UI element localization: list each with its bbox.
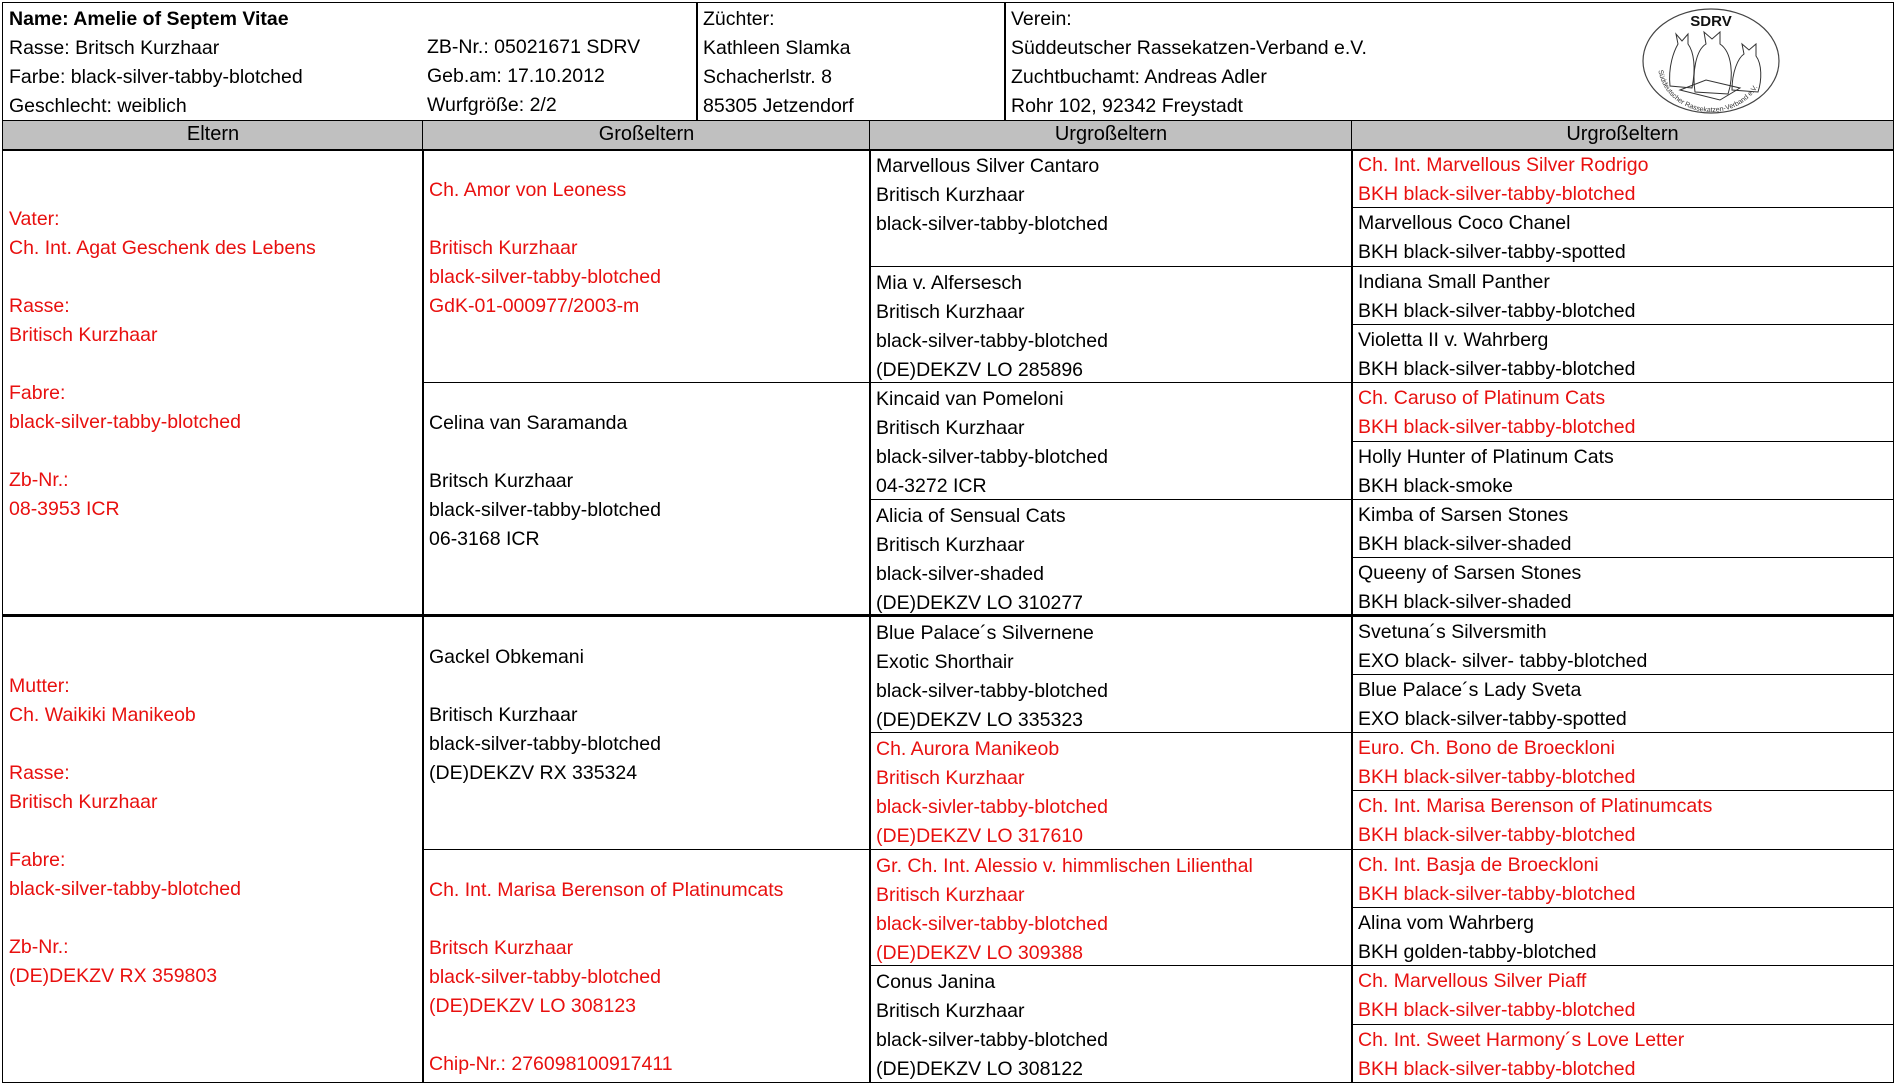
- parent-line: black-silver-tabby-blotched: [9, 878, 241, 900]
- parent-cell: [2, 149, 424, 617]
- spacer: [423, 438, 870, 467]
- great-grandparent-cell: [869, 965, 1353, 1083]
- great-grandparent-line: (DE)DEKZV LO 285896: [876, 359, 1084, 381]
- great-great-grandparent-line: BKH golden-tabby-blotched: [1358, 941, 1597, 963]
- great-grandparent-line: Britisch Kurzhaar: [876, 767, 1025, 789]
- great-great-grandparent-line: BKH black-silver-tabby-blotched: [1358, 824, 1636, 846]
- parent-line: 08-3953 ICR: [9, 498, 120, 520]
- great-great-grandparent-cell: [1351, 266, 1894, 325]
- grandparent-line: (DE)DEKZV LO 308123: [429, 995, 637, 1017]
- grandparent-line: Celina van Saramanda: [429, 412, 628, 434]
- great-grandparent-line: Britisch Kurzhaar: [876, 417, 1025, 439]
- cat-drawing-icon: [1670, 32, 1761, 100]
- parent-line: Britisch Kurzhaar: [9, 791, 158, 813]
- litter-size: Wurfgröße: 2/2: [427, 94, 557, 116]
- breeder-street: Schacherlstr. 8: [703, 66, 832, 88]
- great-grandparent-line: (DE)DEKZV LO 310277: [876, 592, 1084, 614]
- great-great-grandparent-line: EXO black-silver-tabby-spotted: [1358, 708, 1627, 730]
- great-grandparent-line: (DE)DEKZV LO 308122: [876, 1058, 1084, 1080]
- great-grandparent-line: Mia v. Alfersesch: [876, 272, 1022, 294]
- parent-line: Rasse:: [9, 295, 70, 317]
- spacer: [3, 350, 423, 379]
- grandparent-cell: [422, 849, 871, 1083]
- great-grandparent-line: black-silver-tabby-blotched: [876, 330, 1108, 352]
- great-great-grandparent-line: BKH black-silver-tabby-blotched: [1358, 300, 1636, 322]
- parent-line: Rasse:: [9, 762, 70, 784]
- cat-sex: Geschlecht: weiblich: [9, 95, 187, 117]
- spacer: [3, 904, 423, 933]
- grandparent-line: black-silver-tabby-blotched: [429, 966, 661, 988]
- great-grandparent-line: black-silver-shaded: [876, 563, 1044, 585]
- grandparent-line: Ch. Amor von Leoness: [429, 179, 627, 201]
- column-header-ururgrosseltern: Urgroßeltern: [1351, 120, 1894, 151]
- great-grandparent-line: black-silver-tabby-blotched: [876, 446, 1108, 468]
- great-great-grandparent-line: Queeny of Sarsen Stones: [1358, 562, 1582, 584]
- grandparent-cell: [422, 616, 871, 850]
- parent-line: Fabre:: [9, 382, 66, 404]
- great-great-grandparent-line: Ch. Int. Basja de Broeckloni: [1358, 854, 1599, 876]
- great-great-grandparent-line: Alina vom Wahrberg: [1358, 912, 1534, 934]
- grandparent-line: black-silver-tabby-blotched: [429, 266, 661, 288]
- spacer: [3, 730, 423, 759]
- great-great-grandparent-cell: [1351, 674, 1894, 733]
- great-great-grandparent-line: BKH black-silver-shaded: [1358, 533, 1572, 555]
- great-great-grandparent-line: BKH black-silver-tabby-blotched: [1358, 1058, 1636, 1080]
- great-grandparent-line: Britisch Kurzhaar: [876, 534, 1025, 556]
- great-grandparent-cell: [869, 616, 1353, 733]
- spacer: [423, 205, 870, 234]
- grandparent-line: Gackel Obkemani: [429, 646, 584, 668]
- great-grandparent-cell: [869, 732, 1353, 850]
- great-great-grandparent-cell: [1351, 499, 1894, 558]
- great-great-grandparent-cell: [1351, 149, 1894, 208]
- great-grandparent-line: Britisch Kurzhaar: [876, 884, 1025, 906]
- grandparent-line: (DE)DEKZV RX 335324: [429, 762, 638, 784]
- great-grandparent-line: Alicia of Sensual Cats: [876, 505, 1066, 527]
- breeder-label: Züchter:: [703, 8, 775, 30]
- great-grandparent-line: Ch. Aurora Manikeob: [876, 738, 1060, 760]
- great-great-grandparent-line: Holly Hunter of Platinum Cats: [1358, 446, 1614, 468]
- grandparent-line: Britisch Kurzhaar: [429, 704, 578, 726]
- great-great-grandparent-cell: [1351, 207, 1894, 267]
- birth-date: Geb.am: 17.10.2012: [427, 65, 605, 87]
- parent-line: Britisch Kurzhaar: [9, 324, 158, 346]
- great-great-grandparent-line: Euro. Ch. Bono de Broeckloni: [1358, 737, 1615, 759]
- great-great-grandparent-line: Marvellous Coco Chanel: [1358, 212, 1571, 234]
- grandparent-line: 06-3168 ICR: [429, 528, 540, 550]
- spacer: [3, 817, 423, 846]
- great-great-grandparent-line: EXO black- silver- tabby-blotched: [1358, 650, 1648, 672]
- great-great-grandparent-line: Violetta II v. Wahrberg: [1358, 329, 1549, 351]
- great-great-grandparent-line: BKH black-silver-shaded: [1358, 591, 1572, 613]
- club-label: Verein:: [1011, 8, 1072, 30]
- column-header-grosseltern: Großeltern: [422, 120, 871, 151]
- parent-line: Ch. Waikiki Manikeob: [9, 704, 196, 726]
- spacer: [423, 905, 870, 934]
- parent-line: (DE)DEKZV RX 359803: [9, 965, 218, 987]
- great-grandparent-cell: [869, 382, 1353, 500]
- great-grandparent-cell: [869, 499, 1353, 617]
- grandparent-line: Britsch Kurzhaar: [429, 470, 574, 492]
- parent-line: Vater:: [9, 208, 60, 230]
- great-great-grandparent-line: Ch. Caruso of Platinum Cats: [1358, 387, 1606, 409]
- spacer: [3, 263, 423, 292]
- zb-number: ZB-Nr.: 05021671 SDRV: [427, 36, 641, 58]
- grandparent-line: Britsch Kurzhaar: [429, 937, 574, 959]
- column-header-urgrosseltern: Urgroßeltern: [869, 120, 1353, 151]
- great-grandparent-line: Conus Janina: [876, 971, 996, 993]
- great-great-grandparent-line: Ch. Int. Marvellous Silver Rodrigo: [1358, 154, 1649, 176]
- cat-registry-box: [421, 2, 697, 121]
- cat-color: Farbe: black-silver-tabby-blotched: [9, 66, 303, 88]
- club-address: Rohr 102, 92342 Freystadt: [1011, 95, 1243, 117]
- great-great-grandparent-line: Ch. Int. Sweet Harmony´s Love Letter: [1358, 1029, 1685, 1051]
- great-grandparent-line: Britisch Kurzhaar: [876, 1000, 1025, 1022]
- great-great-grandparent-line: BKH black-silver-tabby-blotched: [1358, 358, 1636, 380]
- great-grandparent-cell: [869, 849, 1353, 966]
- cat-name: Name: Amelie of Septem Vitae: [9, 8, 289, 30]
- svg-text:Süddeutscher Rassekatzen-Verba: [1656, 69, 1759, 114]
- great-great-grandparent-cell: [1351, 557, 1894, 617]
- logo-ring-text: Süddeutscher Rassekatzen-Verband e.V.: [1656, 69, 1760, 115]
- great-grandparent-line: Blue Palace´s Silvernene: [876, 622, 1094, 644]
- spacer: [423, 1021, 870, 1050]
- great-grandparent-line: Kincaid van Pomeloni: [876, 388, 1064, 410]
- grandparent-line: Ch. Int. Marisa Berenson of Platinumcats: [429, 879, 784, 901]
- great-grandparent-line: Exotic Shorthair: [876, 651, 1014, 673]
- great-great-grandparent-line: Svetuna´s Silversmith: [1358, 621, 1547, 643]
- great-great-grandparent-line: BKH black-silver-tabby-blotched: [1358, 416, 1636, 438]
- great-grandparent-line: Britisch Kurzhaar: [876, 301, 1025, 323]
- parent-line: Zb-Nr.:: [9, 469, 69, 491]
- great-great-grandparent-cell: [1351, 965, 1894, 1025]
- great-grandparent-line: black-silver-tabby-blotched: [876, 213, 1108, 235]
- studbook-office: Zuchtbuchamt: Andreas Adler: [1011, 66, 1267, 88]
- club-name: Süddeutscher Rassekatzen-Verband e.V.: [1011, 37, 1367, 59]
- grandparent-cell: [422, 382, 871, 617]
- column-header-eltern: Eltern: [2, 120, 424, 151]
- grandparent-line: Britisch Kurzhaar: [429, 237, 578, 259]
- logo-text: SDRV: [1690, 13, 1732, 30]
- great-great-grandparent-cell: [1351, 616, 1894, 675]
- great-great-grandparent-line: Indiana Small Panther: [1358, 271, 1550, 293]
- great-great-grandparent-line: BKH black-silver-tabby-blotched: [1358, 883, 1636, 905]
- great-grandparent-cell: [869, 149, 1353, 267]
- breeder-box: [696, 2, 1006, 121]
- great-grandparent-cell: [869, 266, 1353, 383]
- grandparent-line: black-silver-tabby-blotched: [429, 499, 661, 521]
- great-grandparent-line: black-sivler-tabby-blotched: [876, 796, 1108, 818]
- parent-line: Mutter:: [9, 675, 70, 697]
- great-grandparent-line: (DE)DEKZV LO 317610: [876, 825, 1084, 847]
- great-grandparent-line: (DE)DEKZV LO 309388: [876, 942, 1084, 964]
- great-grandparent-line: (DE)DEKZV LO 335323: [876, 709, 1084, 731]
- great-great-grandparent-line: BKH black-silver-tabby-spotted: [1358, 241, 1626, 263]
- great-grandparent-line: Gr. Ch. Int. Alessio v. himmlischen Lilienthal: [876, 855, 1253, 877]
- great-great-grandparent-line: Ch. Int. Marisa Berenson of Platinumcats: [1358, 795, 1713, 817]
- sdrv-logo: [1640, 6, 1782, 116]
- great-great-grandparent-line: BKH black-silver-tabby-blotched: [1358, 766, 1636, 788]
- great-great-grandparent-line: BKH black-silver-tabby-blotched: [1358, 183, 1636, 205]
- great-great-grandparent-cell: [1351, 382, 1894, 442]
- great-great-grandparent-cell: [1351, 441, 1894, 500]
- great-great-grandparent-cell: [1351, 324, 1894, 383]
- great-great-grandparent-cell: [1351, 1024, 1894, 1083]
- great-great-grandparent-line: BKH black-silver-tabby-blotched: [1358, 999, 1636, 1021]
- great-grandparent-line: Britisch Kurzhaar: [876, 184, 1025, 206]
- grandparent-cell: [422, 149, 871, 383]
- great-grandparent-line: black-silver-tabby-blotched: [876, 680, 1108, 702]
- great-grandparent-line: Marvellous Silver Cantaro: [876, 155, 1100, 177]
- parent-cell: [2, 616, 424, 1083]
- great-great-grandparent-cell: [1351, 790, 1894, 850]
- great-grandparent-line: black-silver-tabby-blotched: [876, 1029, 1108, 1051]
- parent-line: Fabre:: [9, 849, 66, 871]
- grandparent-line: GdK-01-000977/2003-m: [429, 295, 640, 317]
- great-grandparent-line: black-silver-tabby-blotched: [876, 913, 1108, 935]
- great-great-grandparent-cell: [1351, 907, 1894, 966]
- great-great-grandparent-cell: [1351, 849, 1894, 908]
- great-great-grandparent-line: Kimba of Sarsen Stones: [1358, 504, 1569, 526]
- great-grandparent-line: 04-3272 ICR: [876, 475, 987, 497]
- great-great-grandparent-line: BKH black-smoke: [1358, 475, 1513, 497]
- breeder-name: Kathleen Slamka: [703, 37, 851, 59]
- great-great-grandparent-cell: [1351, 732, 1894, 791]
- grandparent-line: black-silver-tabby-blotched: [429, 733, 661, 755]
- grandparent-line: Chip-Nr.: 276098100917411: [429, 1053, 673, 1075]
- parent-line: Ch. Int. Agat Geschenk des Lebens: [9, 237, 316, 259]
- breeder-city: 85305 Jetzendorf: [703, 95, 854, 117]
- parent-line: black-silver-tabby-blotched: [9, 411, 241, 433]
- great-great-grandparent-line: Ch. Marvellous Silver Piaff: [1358, 970, 1587, 992]
- cat-breed: Rasse: Britsch Kurzhaar: [9, 37, 220, 59]
- parent-line: Zb-Nr.:: [9, 936, 69, 958]
- great-great-grandparent-line: Blue Palace´s Lady Sveta: [1358, 679, 1582, 701]
- spacer: [423, 672, 870, 701]
- spacer: [3, 437, 423, 466]
